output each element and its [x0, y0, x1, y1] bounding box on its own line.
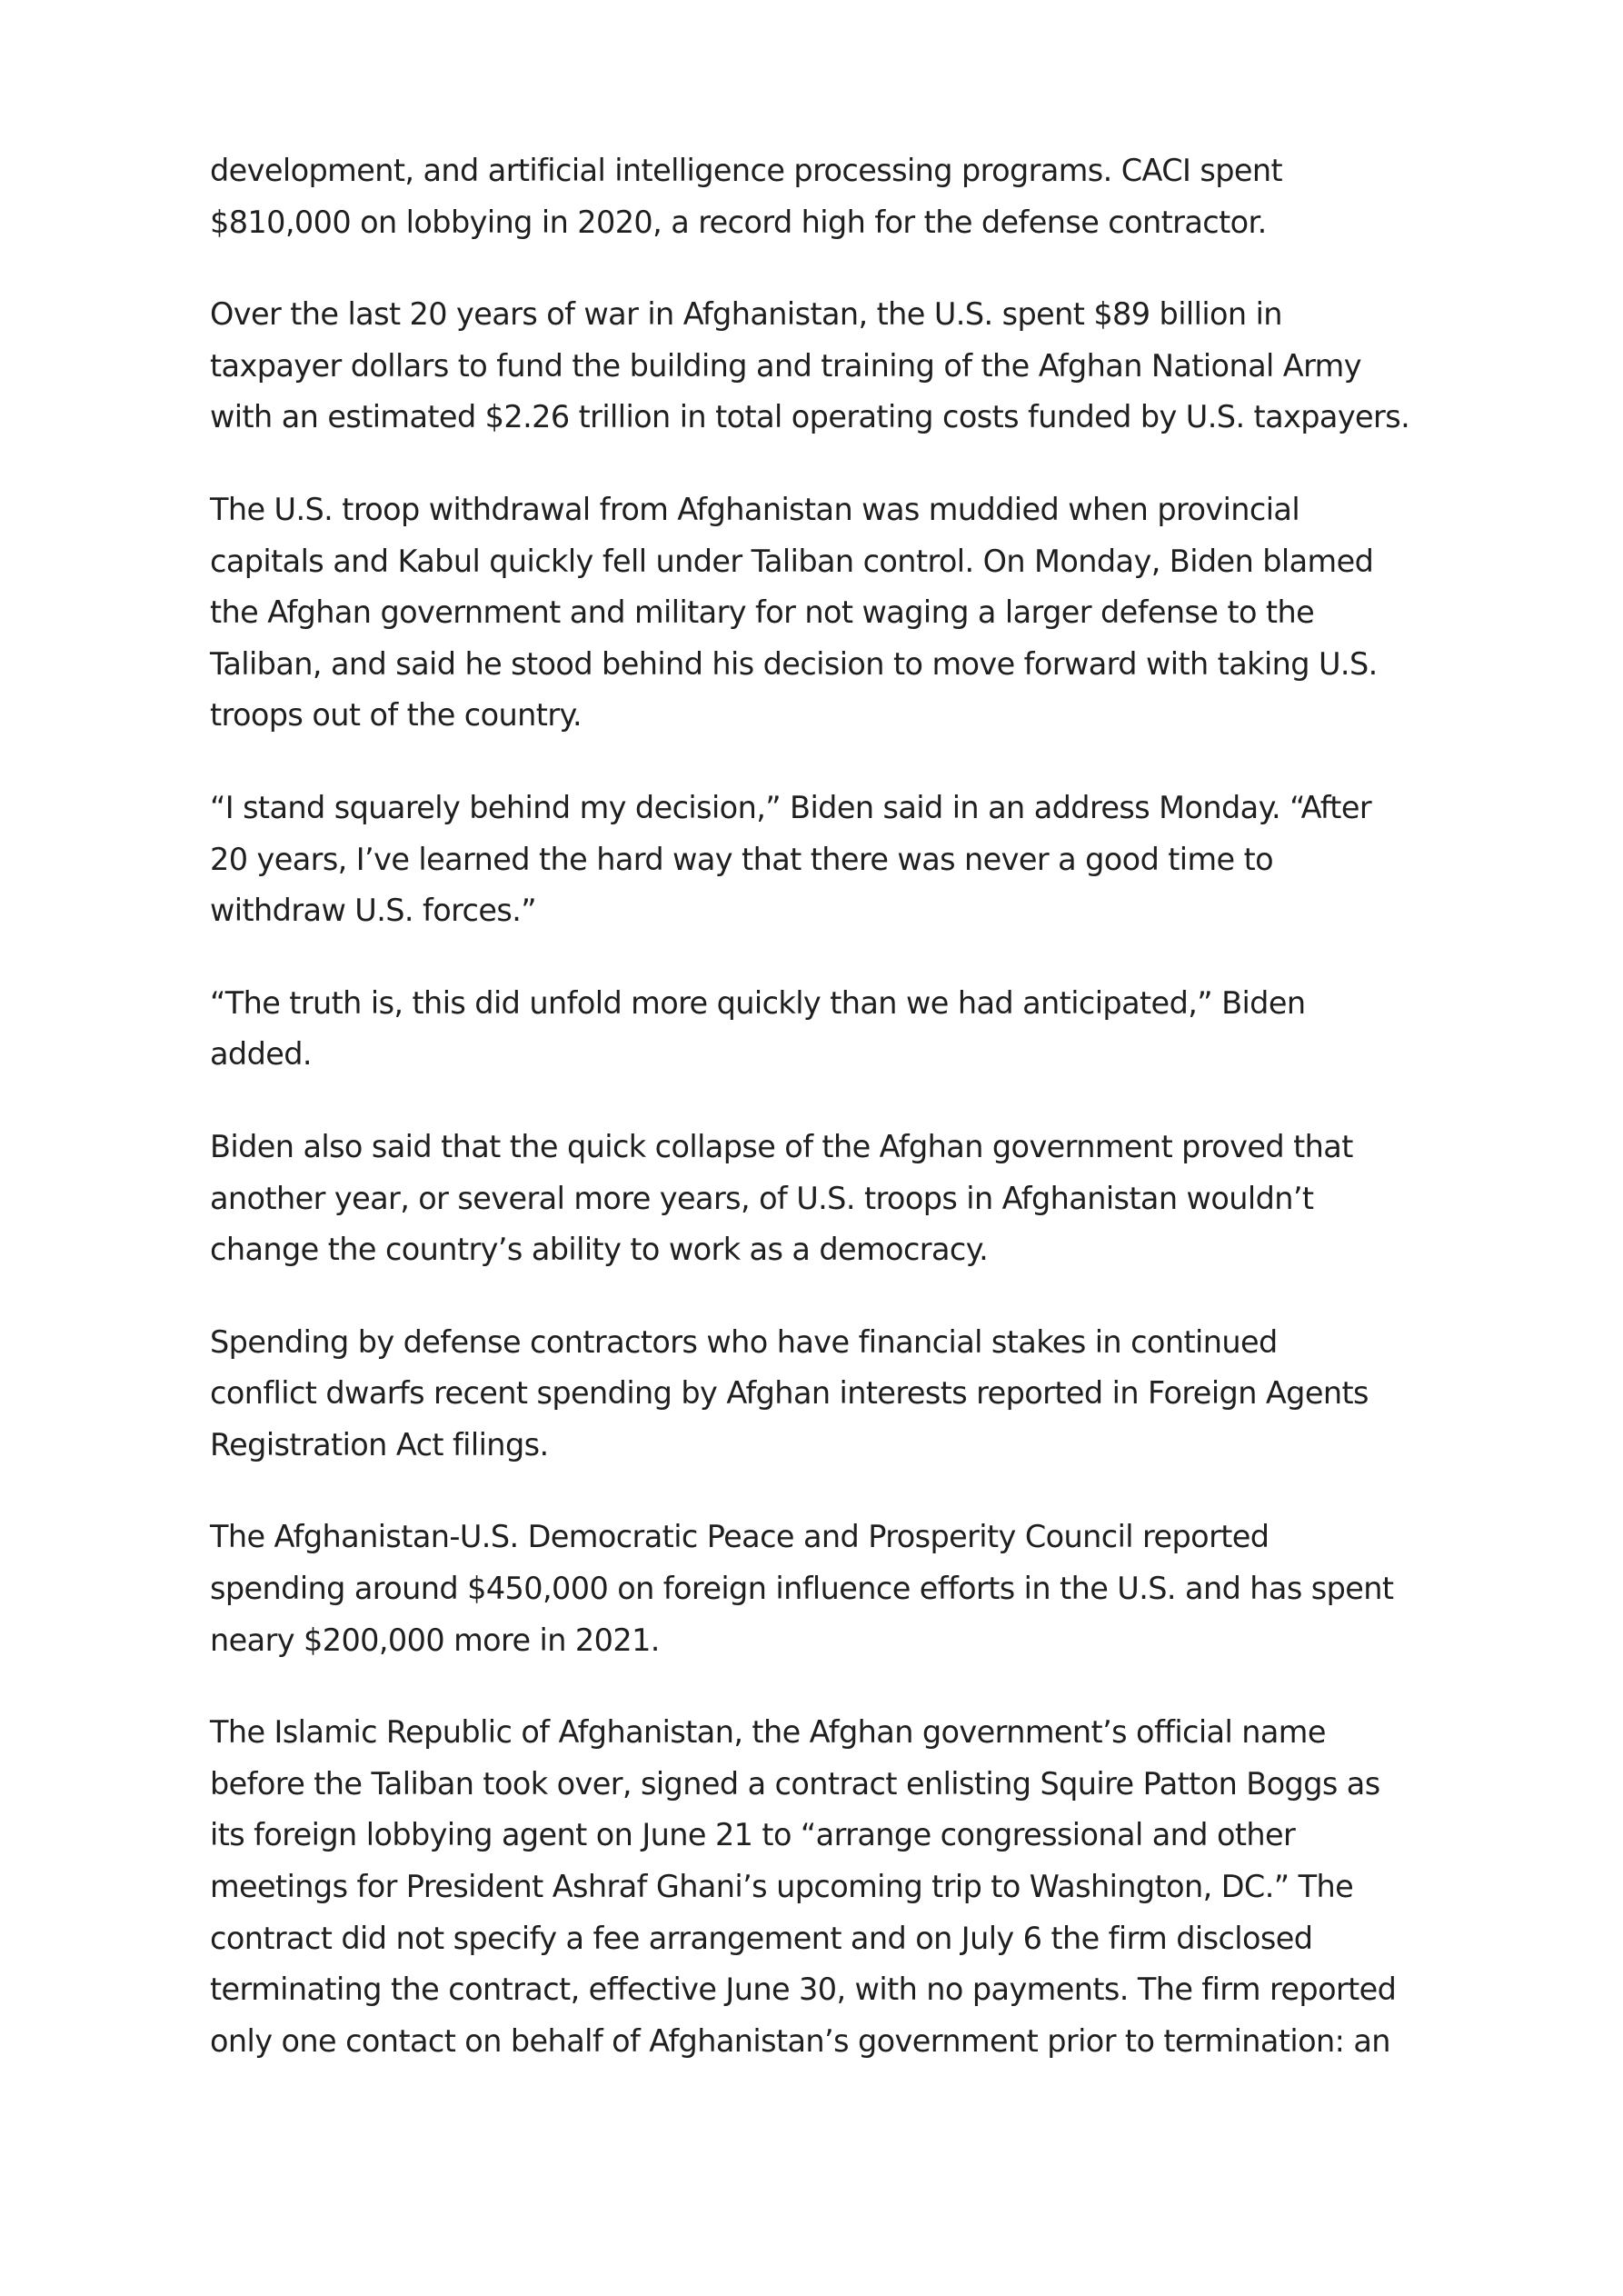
paragraph-line: Biden also said that the quick collapse of the Afghan government proved that — [210, 1128, 1353, 1164]
paragraph-line: taxpayer dollars to fund the building and training of the Afghan National Army — [210, 347, 1361, 384]
paragraph-line: before the Taliban took over, signed a contract enlisting Squire Patton Boggs as — [210, 1765, 1380, 1802]
paragraph-line: neary $200,000 more in 2021. — [210, 1622, 660, 1658]
paragraph-line: spending around $450,000 on foreign influence efforts in the U.S. and has spent — [210, 1571, 1394, 1607]
paragraph-9 — [210, 1707, 1428, 2067]
paragraph-8 — [210, 1512, 1428, 1666]
paragraph-3 — [210, 484, 1428, 742]
paragraph-line: terminating the contract, effective June 30, with no payments. The firm reported — [210, 1972, 1397, 2008]
paragraph-6 — [210, 1122, 1428, 1276]
paragraph-line: Over the last 20 years of war in Afghanistan, the U.S. spent $89 billion in — [210, 296, 1282, 333]
paragraph-2 — [210, 289, 1428, 444]
paragraph-line: troops out of the country. — [210, 697, 582, 734]
paragraph-line: only one contact on behalf of Afghanistan’s government prior to termination: an — [210, 2022, 1390, 2059]
paragraph-1 — [210, 145, 1428, 248]
paragraph-line: The U.S. troop withdrawal from Afghanistan was muddied when provincial — [210, 491, 1300, 527]
paragraph-line: The Islamic Republic of Afghanistan, the Afghan government’s official name — [210, 1714, 1326, 1751]
paragraph-line: another year, or several more years, of U.S. troops in Afghanistan wouldn’t — [210, 1180, 1314, 1216]
paragraph-line: its foreign lobbying agent on June 21 to “arrange congressional and other — [210, 1817, 1296, 1853]
paragraph-line: added. — [210, 1036, 312, 1073]
paragraph-line: Spending by defense contractors who have financial stakes in continued — [210, 1323, 1278, 1360]
paragraph-line: Taliban, and said he stood behind his decision to move forward with taking U.S. — [210, 645, 1378, 682]
paragraph-line: the Afghan government and military for not waging a larger defense to the — [210, 594, 1315, 631]
paragraph-line: “The truth is, this did unfold more quickly than we had anticipated,” Biden — [210, 984, 1306, 1021]
document-page — [210, 145, 1428, 2108]
paragraph-line: with an estimated $2.26 trillion in total operating costs funded by U.S. taxpayers. — [210, 399, 1410, 435]
paragraph-line: meetings for President Ashraf Ghani’s upcoming trip to Washington, DC.” The — [210, 1869, 1354, 1905]
paragraph-line: 20 years, I’ve learned the hard way that there was never a good time to — [210, 841, 1274, 877]
paragraph-line: The Afghanistan-U.S. Democratic Peace and Prosperity Council reported — [210, 1519, 1270, 1555]
paragraph-line: $810,000 on lobbying in 2020, a record high for the defense contractor. — [210, 204, 1267, 240]
paragraph-line: “I stand squarely behind my decision,” Biden said in an address Monday. “After — [210, 789, 1372, 825]
paragraph-line: withdraw U.S. forces.” — [210, 893, 537, 929]
paragraph-line: capitals and Kabul quickly fell under Taliban control. On Monday, Biden blamed — [210, 543, 1374, 579]
paragraph-line: Registration Act filings. — [210, 1426, 549, 1462]
paragraph-line: development, and artificial intelligence processing programs. CACI spent — [210, 153, 1283, 188]
paragraph-4 — [210, 783, 1428, 937]
paragraph-7 — [210, 1317, 1428, 1472]
paragraph-line: conflict dwarfs recent spending by Afghan interests reported in Foreign Agents — [210, 1375, 1369, 1412]
paragraph-line: change the country’s ability to work as a democracy. — [210, 1232, 989, 1268]
paragraph-5 — [210, 978, 1428, 1081]
paragraph-line: contract did not specify a fee arrangement and on July 6 the firm disclosed — [210, 1920, 1313, 1956]
